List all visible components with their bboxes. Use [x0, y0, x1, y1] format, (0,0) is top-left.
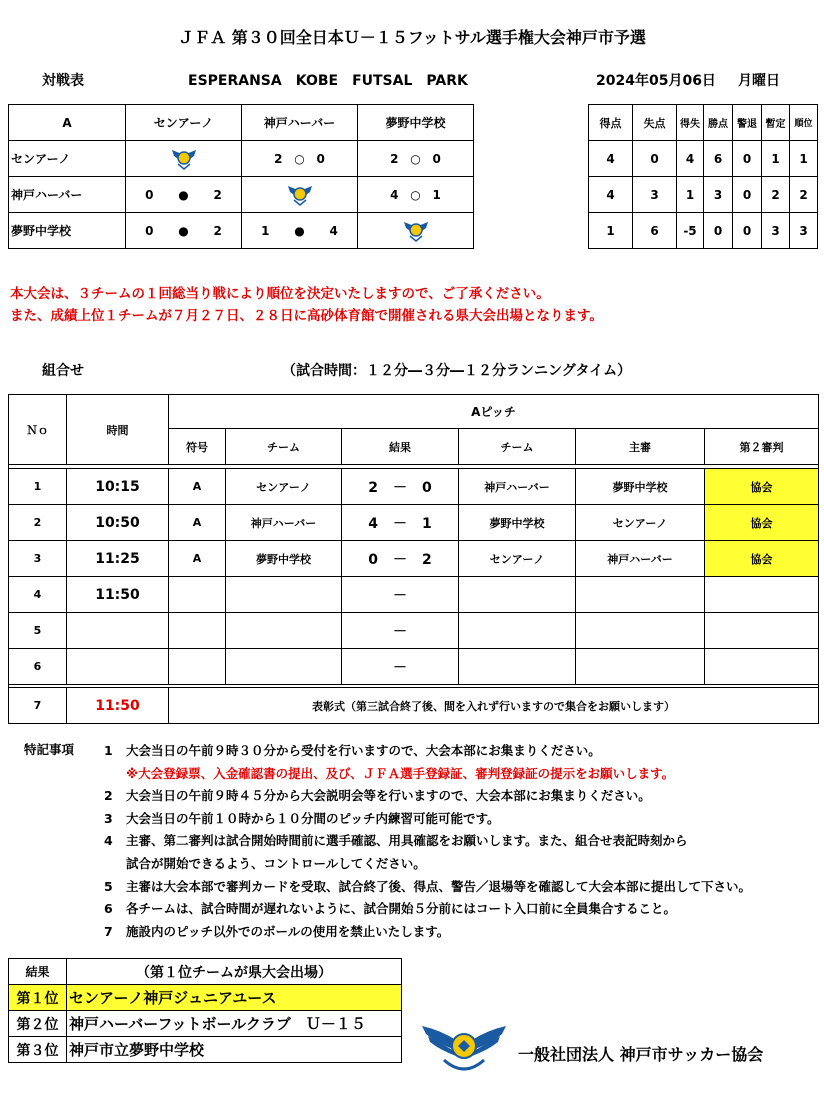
special-notes — [104, 740, 751, 943]
match-code — [169, 613, 226, 649]
standings-cell: 2 — [762, 177, 790, 213]
standings-header: 得点 — [589, 105, 633, 141]
standings-table — [588, 104, 818, 249]
special-notes-label: 特記事項 — [24, 742, 75, 757]
results-rank: 第３位 — [9, 1037, 67, 1063]
match-row — [9, 469, 819, 505]
league-score-cell: 0 ● 2 — [126, 177, 242, 213]
association-emblem-icon — [402, 216, 430, 245]
league-diagonal-cell — [242, 177, 358, 213]
ceremony-no: 7 — [9, 688, 67, 724]
league-row-team: 神戸ハーバー — [9, 177, 126, 213]
schedule-subheader: チーム — [459, 429, 576, 465]
league-score-cell: 2 ○ 0 — [242, 141, 358, 177]
section-label-bracket: 対戦表 — [42, 73, 84, 89]
results-team: センアーノ神戸ジュニアユース — [67, 985, 402, 1011]
match-referee: 夢野中学校 — [576, 469, 705, 505]
association-emblem-icon — [170, 144, 198, 173]
standings-header: 警退 — [733, 105, 762, 141]
match-second-referee: 協会 — [705, 541, 819, 577]
standings-cell: 0 — [733, 177, 762, 213]
standings-header: 失点 — [633, 105, 677, 141]
match-second-referee — [705, 613, 819, 649]
league-score-cell: 4 ○ 1 — [358, 177, 474, 213]
schedule-subheader: チーム — [226, 429, 342, 465]
note-item-sub: ※大会登録票、入金確認書の提出、及び、ＪＦＡ選手登録証、審判登録証の提示をお願いします。 — [126, 765, 675, 781]
date: 2024年05月06日 — [596, 73, 716, 89]
note-item: 3 大会当日の午前１０時から１０分間のピッチ内練習可能可能です。 — [104, 810, 500, 826]
note-item: 1 大会当日の午前９時３０分から受付を行いますので、大会本部にお集まりください。 — [104, 743, 601, 758]
match-referee — [576, 577, 705, 613]
standings-cell: 4 — [589, 141, 633, 177]
standings-header: 順位 — [790, 105, 818, 141]
results-label: 結果 — [9, 959, 67, 985]
match-result: － — [342, 577, 459, 613]
schedule-subheader: 結果 — [342, 429, 459, 465]
page-title: ＪＦＡ 第３０回全日本Ｕ－１５フットサル選手権大会神戸市予選 — [178, 28, 646, 47]
association-emblem-icon — [286, 180, 314, 209]
match-team2: センアーノ — [459, 541, 576, 577]
match-team2: 神戸ハーバー — [459, 469, 576, 505]
results-rank: 第２位 — [9, 1011, 67, 1037]
match-row — [9, 541, 819, 577]
standings-cell: 3 — [704, 177, 733, 213]
match-row — [9, 577, 819, 613]
notice-line: また、成績上位１チームが７月２７日、２８日に高砂体育館で開催される県大会出場となります。 — [10, 308, 603, 324]
match-time: 10:50 — [67, 505, 169, 541]
match-team1 — [226, 613, 342, 649]
association-logo-icon — [420, 1016, 508, 1078]
standings-cell: 6 — [633, 213, 677, 249]
standings-cell: 0 — [733, 213, 762, 249]
ceremony-text: 表彰式（第三試合終了後、間を入れず行いますので集合をお願いします） — [169, 688, 819, 724]
match-team1: 神戸ハーバー — [226, 505, 342, 541]
match-second-referee — [705, 577, 819, 613]
note-item: 5 主審は大会本部で審判カードを受取、試合終了後、得点、警告／退場等を確認して大会本部に提出して下さい。 — [104, 878, 752, 894]
match-time: 10:15 — [67, 469, 169, 505]
match-row — [9, 649, 819, 685]
standings-cell: 0 — [633, 141, 677, 177]
match-team1: センアーノ — [226, 469, 342, 505]
match-code: A — [169, 505, 226, 541]
standings-cell: 3 — [633, 177, 677, 213]
standings-cell: 0 — [733, 141, 762, 177]
schedule-subheader: 主審 — [576, 429, 705, 465]
results-table — [8, 958, 402, 1063]
match-code — [169, 577, 226, 613]
match-row — [9, 613, 819, 649]
standings-cell: 4 — [677, 141, 704, 177]
match-row — [9, 505, 819, 541]
organization-name: 一般社団法人 神戸市サッカー協会 — [518, 1045, 764, 1064]
standings-cell: -5 — [677, 213, 704, 249]
league-header-team: センアーノ — [126, 105, 242, 141]
schedule-timing: （試合時間：１２分―３分―１２分ランニングタイム） — [282, 363, 632, 379]
schedule-subheader: 第２審判 — [705, 429, 819, 465]
league-header-team: 神戸ハーバー — [242, 105, 358, 141]
weekday: 月曜日 — [738, 73, 780, 89]
standings-cell: 1 — [677, 177, 704, 213]
match-code — [169, 649, 226, 685]
league-table — [8, 104, 474, 249]
match-result: 2 － 0 — [342, 469, 459, 505]
note-item-sub: 試合が開始できるよう、コントロールしてください。 — [126, 855, 426, 871]
standings-cell: 3 — [790, 213, 818, 249]
league-row-team: 夢野中学校 — [9, 213, 126, 249]
league-header-team: 夢野中学校 — [358, 105, 474, 141]
standings-header: 勝点 — [704, 105, 733, 141]
ceremony-time: 11:50 — [67, 688, 169, 724]
match-referee: センアーノ — [576, 505, 705, 541]
league-diagonal-cell — [126, 141, 242, 177]
league-score-cell: 1 ● 4 — [242, 213, 358, 249]
note-item: 2 大会当日の午前９時４５分から大会説明会等を行いますので、大会本部にお集まりください。 — [104, 788, 651, 804]
match-team2 — [459, 649, 576, 685]
match-team2: 夢野中学校 — [459, 505, 576, 541]
schedule-subheader: 符号 — [169, 429, 226, 465]
match-second-referee — [705, 649, 819, 685]
standings-cell: 6 — [704, 141, 733, 177]
match-time — [67, 649, 169, 685]
match-time — [67, 613, 169, 649]
match-no: 1 — [9, 469, 67, 505]
note-item: 4 主審、第二審判は試合開始時間前に選手確認、用具確認をお願いします。また、組合せ表記時刻から — [104, 833, 688, 849]
schedule-header-no: Ｎｏ — [9, 395, 67, 465]
standings-cell: 1 — [589, 213, 633, 249]
standings-cell: 0 — [704, 213, 733, 249]
match-code: A — [169, 541, 226, 577]
schedule-label: 組合せ — [42, 363, 84, 379]
match-second-referee: 協会 — [705, 469, 819, 505]
schedule-table — [8, 394, 819, 724]
match-time: 11:25 — [67, 541, 169, 577]
league-score-cell: 2 ○ 0 — [358, 141, 474, 177]
note-item: 7 施設内のピッチ以外でのボールの使用を禁止いたします。 — [104, 923, 450, 939]
match-result: － — [342, 649, 459, 685]
match-no: 3 — [9, 541, 67, 577]
match-second-referee: 協会 — [705, 505, 819, 541]
note-item: 6 各チームは、試合時間が遅れないように、試合開始５分前にはコート入口前に全員集合すること。 — [104, 901, 677, 917]
venue: ESPERANSA KOBE FUTSAL PARK — [188, 73, 468, 89]
match-no: 4 — [9, 577, 67, 613]
league-diagonal-cell — [358, 213, 474, 249]
match-time: 11:50 — [67, 577, 169, 613]
pitch-header: Aピッチ — [169, 395, 819, 429]
match-team1 — [226, 577, 342, 613]
match-code: A — [169, 469, 226, 505]
match-no: 6 — [9, 649, 67, 685]
match-referee — [576, 649, 705, 685]
match-referee: 神戸ハーバー — [576, 541, 705, 577]
match-result: 4 － 1 — [342, 505, 459, 541]
results-note: （第１位チームが県大会出場） — [67, 959, 402, 985]
league-score-cell: 0 ● 2 — [126, 213, 242, 249]
league-row-team: センアーノ — [9, 141, 126, 177]
league-corner: A — [9, 105, 126, 141]
standings-cell: 3 — [762, 213, 790, 249]
match-no: 2 — [9, 505, 67, 541]
standings-header: 暫定 — [762, 105, 790, 141]
results-rank: 第１位 — [9, 985, 67, 1011]
match-team1: 夢野中学校 — [226, 541, 342, 577]
match-team2 — [459, 613, 576, 649]
standings-cell: 2 — [790, 177, 818, 213]
results-team: 神戸ハーバーフットボールクラブ Ｕ－１５ — [67, 1011, 402, 1037]
standings-cell: 1 — [790, 141, 818, 177]
results-team: 神戸市立夢野中学校 — [67, 1037, 402, 1063]
standings-cell: 4 — [589, 177, 633, 213]
match-referee — [576, 613, 705, 649]
match-result: － — [342, 613, 459, 649]
standings-header: 得失 — [677, 105, 704, 141]
match-team2 — [459, 577, 576, 613]
ceremony-row — [9, 688, 819, 724]
schedule-header-time: 時間 — [67, 395, 169, 465]
match-no: 5 — [9, 613, 67, 649]
notice-line: 本大会は、３チームの１回総当り戦により順位を決定いたしますので、ご了承ください。 — [10, 286, 550, 302]
match-result: 0 － 2 — [342, 541, 459, 577]
match-team1 — [226, 649, 342, 685]
standings-cell: 1 — [762, 141, 790, 177]
